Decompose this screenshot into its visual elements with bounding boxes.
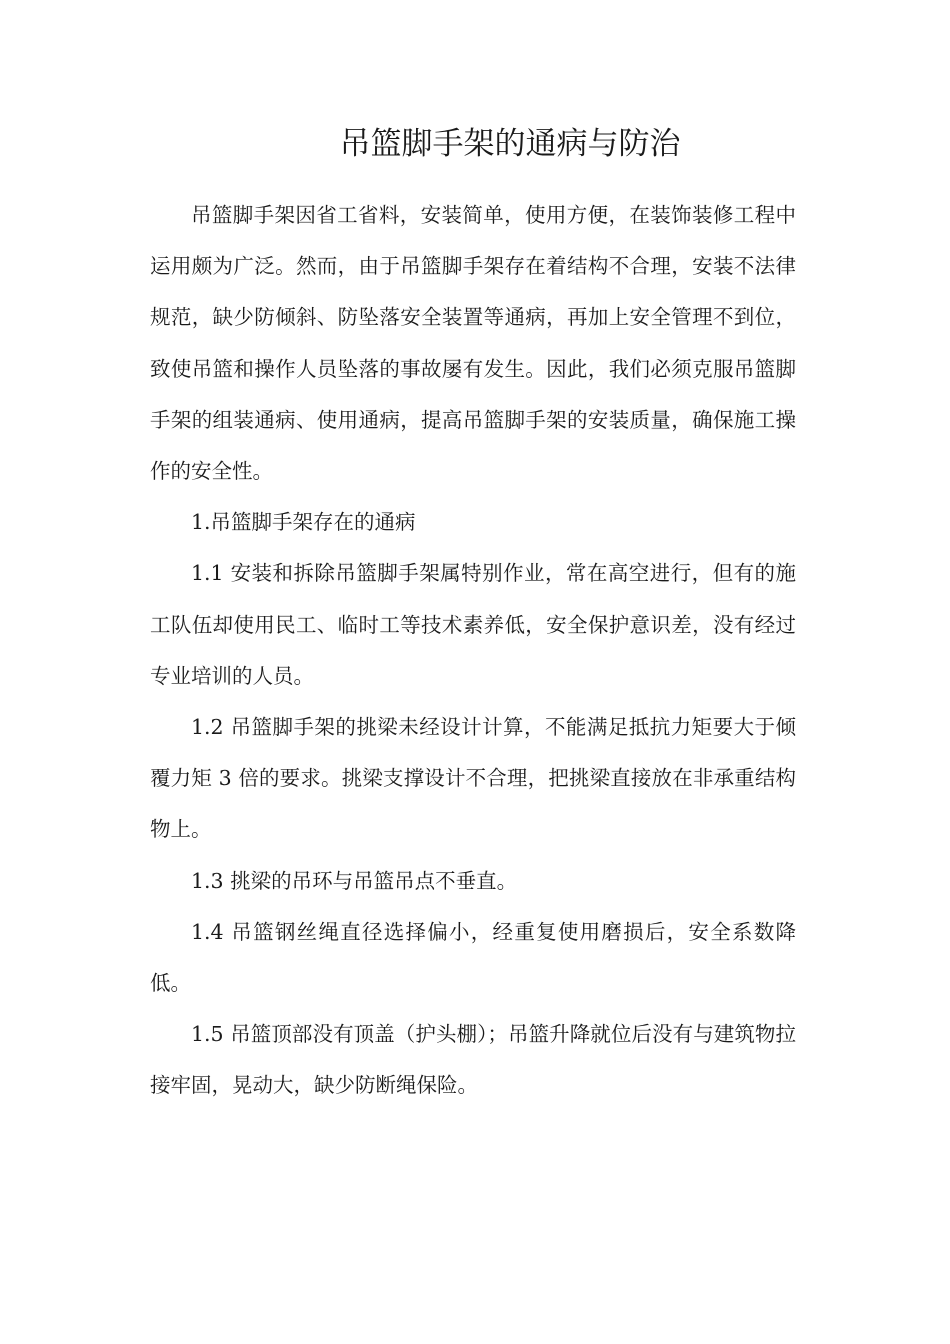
item-1-3-paragraph: 1.3 挑梁的吊环与吊篮吊点不垂直。	[191, 868, 518, 893]
intro-paragraph: 吊篮脚手架因省工省料，安装简单，使用方便，在装饰装修工程中运用颇为广泛。然而，由于吊篮脚手架存在着结构不合理，安装不法律规范，缺少防倾斜、防坠落安全装置等通病，再加上安全管理不到位，致使吊篮和操作人员坠落的事故屡有发生。因此，我们必须克服吊篮脚手架的组装通病、使用通病，提高吊篮脚手架的安装质量，确保施工操作的安全性。	[150, 203, 796, 484]
item-1-2-paragraph: 1.2 吊篮脚手架的挑梁未经设计计算，不能满足抵抗力矩要大于倾覆力矩 3 倍的要求。挑梁支撑设计不合理，把挑梁直接放在非承重结构物上。	[150, 715, 796, 842]
item-1-5-paragraph: 1.5 吊篮顶部没有顶盖（护头棚）；吊篮升降就位后没有与建筑物拉接牢固，晃动大，缺少防断绳保险。	[150, 1022, 796, 1098]
item-1-4-paragraph: 1.4 吊篮钢丝绳直径选择偏小，经重复使用磨损后，安全系数降低。	[150, 919, 796, 996]
document-body	[150, 190, 796, 1112]
document-title: 吊篮脚手架的通病与防治	[339, 126, 681, 162]
section-heading-1: 1.吊篮脚手架存在的通病	[191, 510, 416, 535]
item-1-1-paragraph: 1.1 安装和拆除吊篮脚手架属特别作业，常在高空进行，但有的施工队伍却使用民工、临时工等技术素养低，安全保护意识差，没有经过专业培训的人员。	[150, 561, 796, 688]
